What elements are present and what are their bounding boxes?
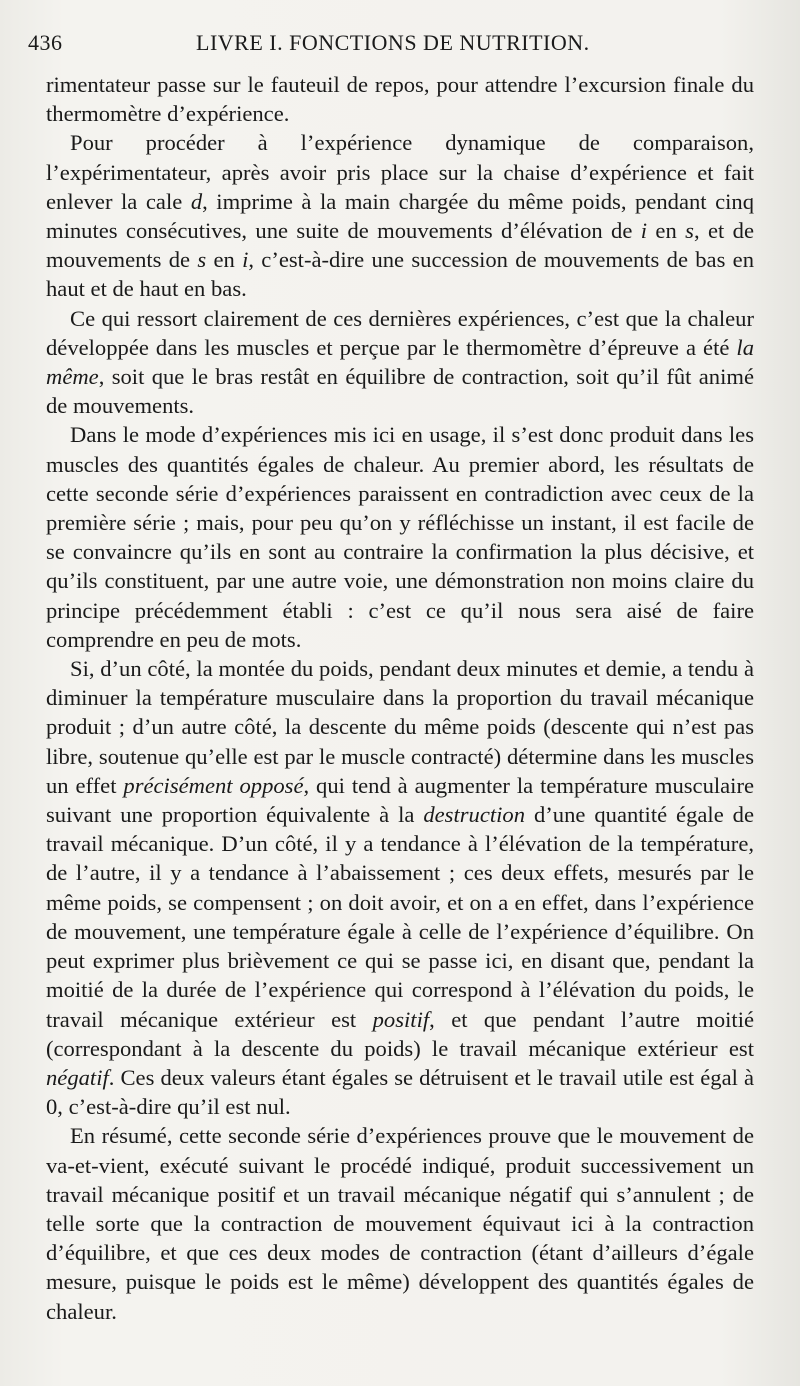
running-header xyxy=(28,30,760,64)
italic-text: positif xyxy=(372,1006,430,1032)
text-run: en xyxy=(206,247,243,273)
running-title: LIVRE I. FONCTIONS DE NUTRITION. xyxy=(196,30,590,55)
italic-text: i xyxy=(242,247,249,273)
text-run: rimentateur passe sur le fauteuil de repos, pour attendre l’excursion finale du thermomètre d’expérience. xyxy=(46,72,754,127)
italic-text: précisément opposé xyxy=(123,772,304,798)
text-run: , et que pendant l’autre moitié (correspondant à la descente du poids) le travail mécanique extérieur est xyxy=(46,1006,754,1061)
text-run: , qui tend à augmenter la température musculaire suivant une proportion équivalente à la xyxy=(46,772,754,828)
page-number: 436 xyxy=(28,30,63,55)
text-run: , c’est-à-dire une succession de mouvements de bas en haut et de haut en bas. xyxy=(46,247,754,302)
paragraph xyxy=(46,1121,754,1325)
italic-text: s xyxy=(685,218,694,244)
italic-text: d xyxy=(190,188,203,214)
text-run: . Ces deux valeurs étant égales se détruisent et le travail utile est égal à 0, c’est-à-dire qu’il est nul. xyxy=(46,1064,754,1120)
text-run: , imprime à la main chargée du même poids, pendant cinq minutes consécutives, une suite de mouvements d’élévation de xyxy=(46,188,754,244)
text-run: , soit que le bras restât en équilibre de contraction, soit qu’il fût animé de mouvements. xyxy=(46,364,754,419)
text-run: Dans le mode d’expériences mis ici en usage, il s’est donc produit dans les muscles des quantités égales de chaleur. Au premier abord, les résultats de cette seconde série d’expériences paraissent en contradiction avec ceux de la première série ; mais, pour peu qu’on y réfléchisse un instant, il est facile de se convaincre qu’ils en sont au contraire la confirmation la plus décisive, et qu’ils constituent, par une autre voie, une démonstration non moins claire du principe précédemment établi : c’est ce qu’il nous sera aisé de faire comprendre en peu de mots. xyxy=(46,422,754,652)
paragraph xyxy=(46,654,754,1121)
text-run: Si, d’un côté, la montée du poids, pendant deux minutes et demie, a tendu à diminuer la température musculaire dans la proportion du travail mécanique produit ; d’un autre côté, la descente du même poids (descente qui n’est pas libre, soutenue qu’elle est par le muscle contracté) détermine dans les muscles un effet xyxy=(46,656,754,798)
paragraph xyxy=(46,128,754,303)
italic-text: i xyxy=(640,218,648,244)
italic-text: la même xyxy=(46,334,754,390)
italic-text: s xyxy=(197,247,207,273)
text-run: En résumé, cette seconde série d’expériences prouve que le mouvement de va-et-vient, exécuté suivant le procédé indiqué, produit successivement un travail mécanique positif et un travail mécanique négatif qui s’annulent ; de telle sorte que la contraction de mouvement équivaut ici à la contraction d’équilibre, et que ces deux modes de contraction (étant d’ailleurs d’égale mesure, puisque le poids est le même) développent des quantités égales de chaleur. xyxy=(46,1123,754,1324)
text-run: Pour procéder à l’expérience dynamique de comparaison, l’expérimentateur, après avoir pris place sur la chaise d’expérience et fait enlever la cale xyxy=(46,130,754,214)
body-text xyxy=(46,70,754,1326)
text-run: Ce qui ressort clairement de ces dernières expériences, c’est que la chaleur développée dans les muscles et perçue par le thermomètre d’épreuve a été xyxy=(46,305,754,360)
text-run: d’une quantité égale de travail mécanique. D’un côté, il y a tendance à l’élévation de la température, de l’autre, il y a tendance à l’abaissement ; ces deux effets, mesurés par le même poids, se compensent ; on doit avoir, et on a en effet, dans l’expérience de mouvement, une température égale à celle de l’expérience d’équilibre. On peut exprimer plus brièvement ce qui se passe ici, en disant que, pendant la moitié de la durée de l’expérience qui correspond à l’élévation du poids, le travail mécanique extérieur est xyxy=(46,802,754,1032)
text-run: en xyxy=(647,218,686,244)
text-run: , et de mouvements de xyxy=(46,218,755,273)
italic-text: négatif xyxy=(46,1064,109,1090)
paragraph xyxy=(46,420,754,654)
paragraph xyxy=(46,70,754,128)
paragraph xyxy=(46,304,754,421)
italic-text: destruction xyxy=(423,802,526,828)
